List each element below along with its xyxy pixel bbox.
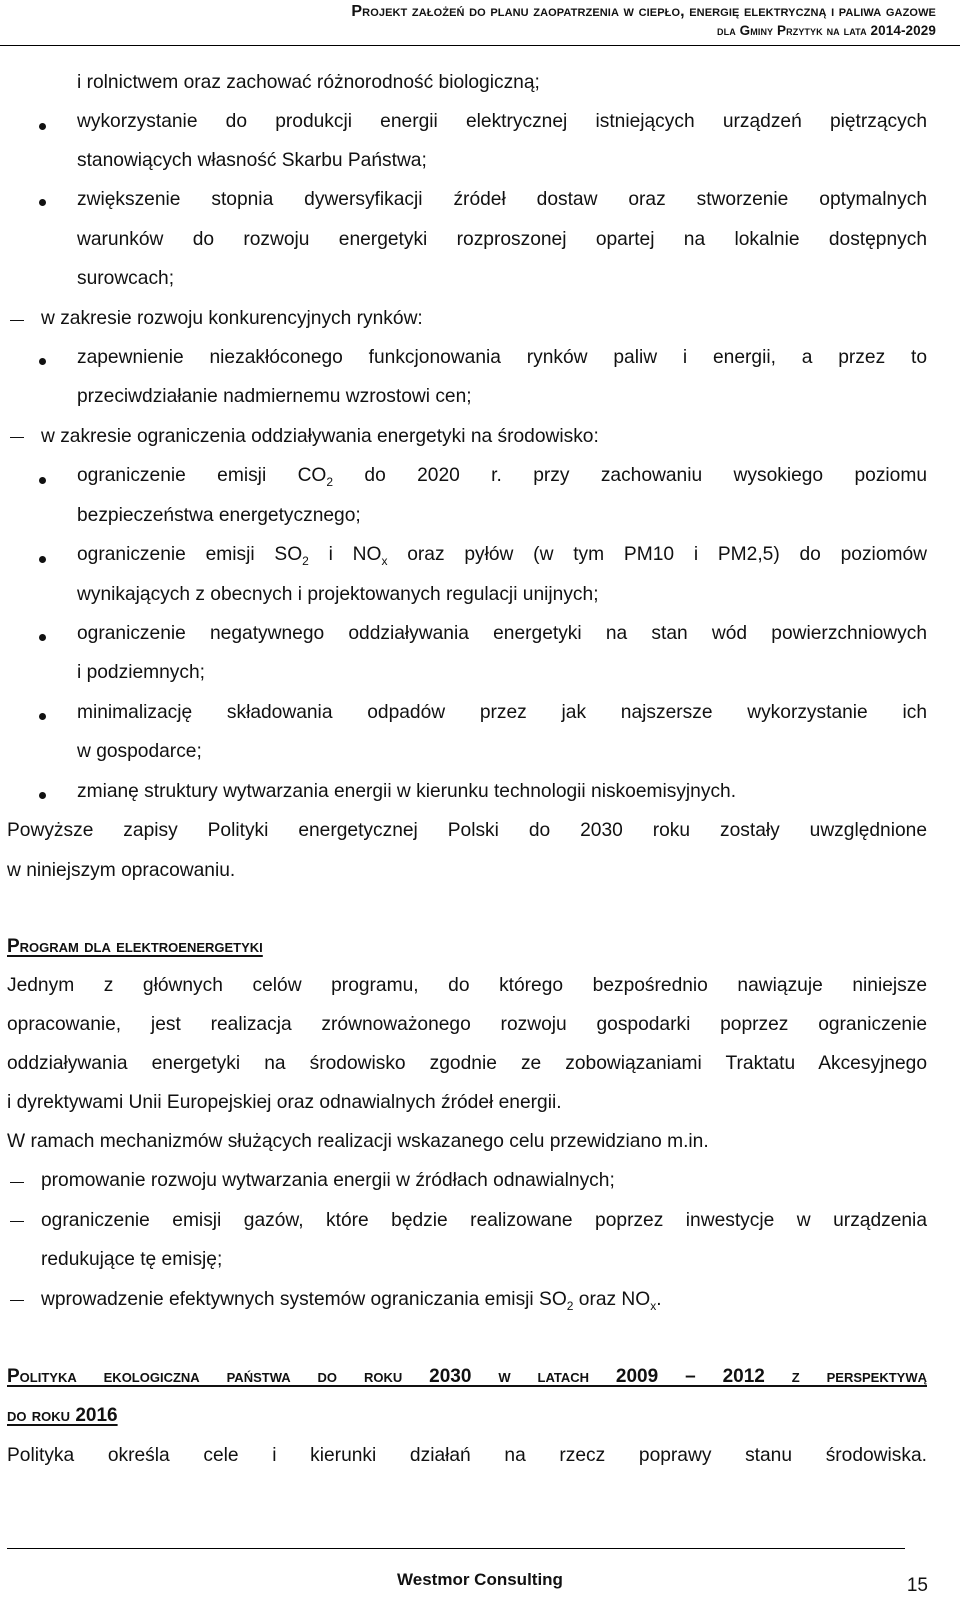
list-item: wykorzystanie do produkcji energii elektrycznej istniejących urządzeń piętrzących xyxy=(77,111,927,132)
section-dash-item: w zakresie ograniczenia oddziaływania energetyki na środowisko: xyxy=(41,426,599,447)
paragraph: Powyższe zapisy Polityki energetycznej Polski do 2030 roku zostały uwzględnione xyxy=(7,820,927,841)
bullet-marker xyxy=(39,123,46,130)
section-heading: Polityka ekologiczna państwa do roku 2030 w latach 2009 – 2012 z perspektywą xyxy=(7,1366,927,1387)
dash-item: promowanie rozwoju wytwarzania energii w źródłach odnawialnych; xyxy=(41,1170,615,1191)
list-item: ograniczenie emisji $CO_2$ do 2020 r. przy zachowaniu wysokiego poziomu xyxy=(77,465,927,489)
bullet-marker xyxy=(39,792,46,799)
bullet-marker xyxy=(39,477,46,484)
section-dash-item: w zakresie rozwoju konkurencyjnych rynków: xyxy=(41,308,423,329)
paragraph: W ramach mechanizmów służących realizacji wskazanego celu przewidziano m.in. xyxy=(7,1131,709,1152)
dash-item: ograniczenie emisji gazów, które będzie realizowane poprzez inwestycje w urządzenia xyxy=(41,1210,927,1231)
continuation-line: i rolnictwem oraz zachować różnorodność biologiczną; xyxy=(77,72,540,93)
dash-item: wprowadzenie efektywnych systemów ograniczania emisji $SO_2$ oraz $NO_x$. xyxy=(41,1289,662,1313)
dash-marker xyxy=(10,1300,24,1301)
dash-marker xyxy=(10,320,24,321)
footer-company: Westmor Consulting xyxy=(397,1570,563,1589)
list-item: minimalizację składowania odpadów przez jak najszersze wykorzystanie ich xyxy=(77,702,927,723)
page-number: 15 xyxy=(906,1575,928,1596)
running-header xyxy=(351,2,936,40)
paragraph: Jednym z głównych celów programu, do którego bezpośrednio nawiązuje niniejsze xyxy=(7,975,927,996)
list-item: zapewnienie niezakłóconego funkcjonowania rynków paliw i energii, a przez to xyxy=(77,347,927,368)
dash-marker xyxy=(10,437,24,438)
dash-marker xyxy=(10,1221,24,1222)
list-item: ograniczenie emisji $SO_2$ i $NO_x$ oraz pyłów (w tym PM10 i PM2,5) do poziomów xyxy=(77,544,927,568)
bullet-marker xyxy=(39,358,46,365)
dash-marker xyxy=(10,1182,24,1183)
bullet-marker xyxy=(39,556,46,563)
list-item: ograniczenie negatywnego oddziaływania energetyki na stan wód powierzchniowych xyxy=(77,623,927,644)
header-title-line2: dla Gminy Przytyk na lata 2014-2029 xyxy=(717,23,936,38)
bullet-marker xyxy=(39,713,46,720)
header-divider xyxy=(0,45,960,46)
footer-divider xyxy=(7,1548,905,1549)
document-page: Projekt założeń do planu zaopatrzenia w ciepło, energię elektryczną i paliwa gazowe dla Gminy Przytyk na lata 2014-2029 i rolnictwem oraz zachować różnorodność biologiczną; wykorzystanie do produkcji energii elektrycznej istniejących urządzeń piętrzących stanowiących własność Skarbu Państwa; zwiększenie stopnia dywersyfikacji źródeł dostaw oraz stworzenie optymalnych warunków do rozwoju energetyki rozproszonej opartej na lokalnie dostępnych surowcach; w zakresie rozwoju konkurencyjnych rynków: zapewnienie niezakłóconego funkcjonowania rynków paliw i energii, a przez to przeciwdziałanie nadmiernemu wzrostowi cen; w zakresie ograniczenia oddziaływania energetyki na środowisko: ograniczenie emisji $CO_2$ do 2020 r. przy zachowaniu wysokiego poziomu bezpieczeństwa energetycznego; ograniczenie emisji $SO_2$ i $NO_x$ oraz pyłów (w tym PM10 i PM2,5) do poziomów wynikających z obecnych i projektowanych regulacji unijnych; ograniczenie negatywnego oddziaływania energetyki na stan wód powierzchniowych i podziemnych; minimalizację składowania odpadów przez jak najszersze wykorzystanie ich w gospodarce; zmianę struktury wytwarzania energii w kierunku technologii niskoemisyjnych. Powyższe zapisy Polityki energetycznej Polski do 2030 roku zostały uwzględnione w niniejszym opracowaniu. Program dla elektroenergetyki Jednym z głównych celów programu, do którego bezpośrednio nawiązuje niniejsze opracowanie, jest realizacja zrównoważonego rozwoju gospodarki poprzez ograniczenie oddziaływania energetyki na środowisko zgodnie ze zobowiązaniami Traktatu Akcesyjnego i dyrektywami Unii Europejskiej oraz odnawialnych źródeł energii. W ramach mechanizmów służących realizacji wskazanego celu przewidziano m.in. promowanie rozwoju wytwarzania energii w źródłach odnawialnych; ograniczenie emisji gazów, które będzie realizowane poprzez inwestycje w urządzenia redukujące tę emisję; wprowadzenie efektywnych systemów ograniczania emisji $SO_2$ oraz $NO_x$. Polityka ekologiczna państwa do roku 2030 w latach 2009 – 2012 z perspektywą do roku 2016 Polityka określa cele i kierunki działań na rzecz poprawy stanu środowiska. Westmor Consulting 15 xyxy=(0,0,960,1597)
bullet-marker xyxy=(39,634,46,641)
list-item: zmianę struktury wytwarzania energii w kierunku technologii niskoemisyjnych. xyxy=(77,781,737,802)
bullet-marker xyxy=(39,199,46,206)
header-title-line1: Projekt założeń do planu zaopatrzenia w ciepło, energię elektryczną i paliwa gazowe xyxy=(351,3,936,20)
paragraph: Polityka określa cele i kierunki działań na rzecz poprawy stanu środowiska. xyxy=(7,1445,927,1466)
list-item: zwiększenie stopnia dywersyfikacji źródeł dostaw oraz stworzenie optymalnych xyxy=(77,189,927,210)
section-heading-cont: do roku 2016 xyxy=(7,1405,118,1426)
section-heading: Program dla elektroenergetyki xyxy=(7,936,263,957)
